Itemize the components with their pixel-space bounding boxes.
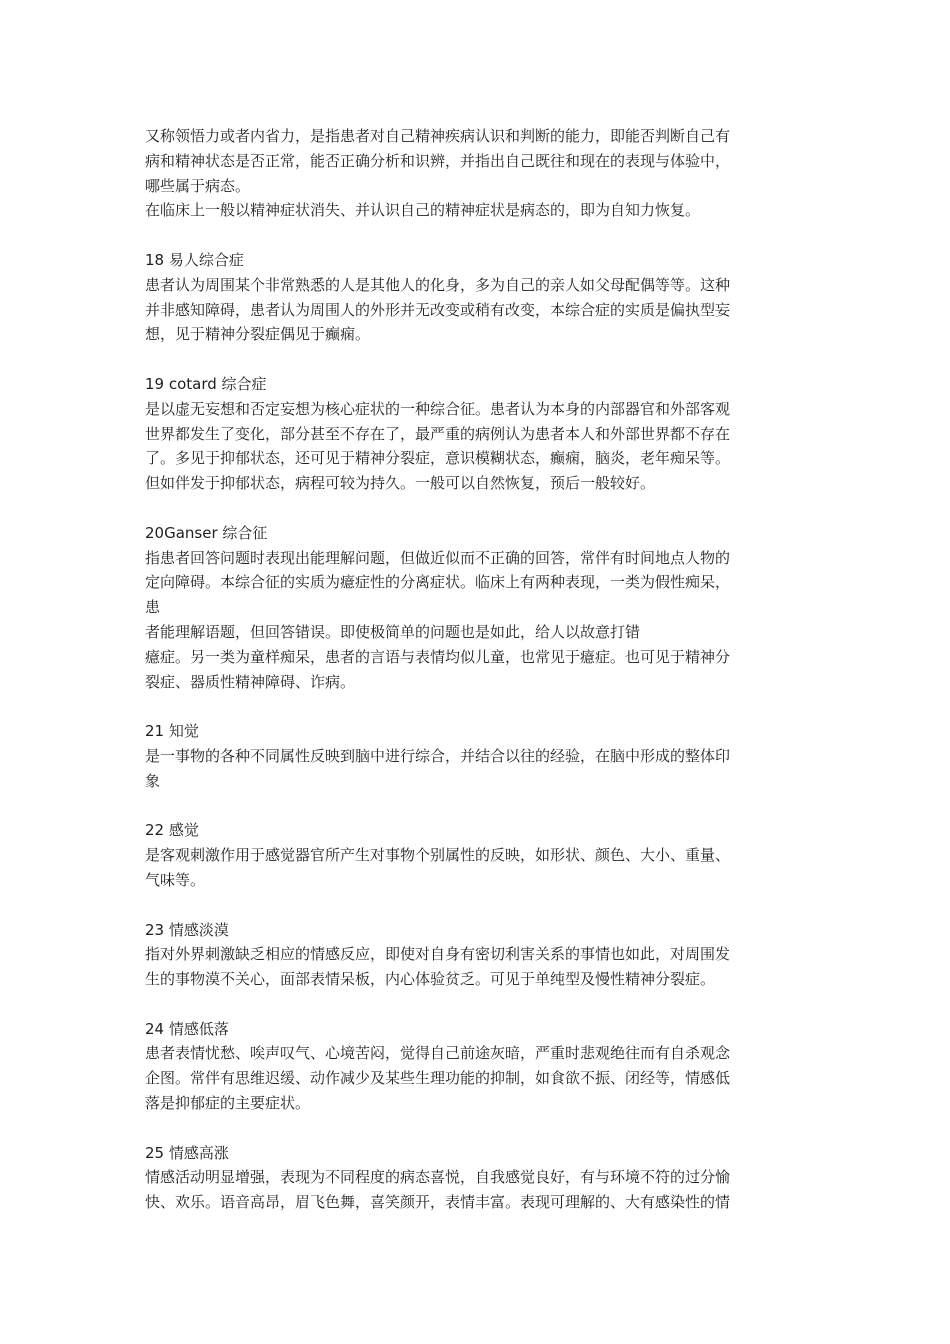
- text-line: 定向障碍。本综合征的实质为癔症性的分离症状。临床上有两种表现，一类为假性痴呆，: [145, 573, 731, 592]
- document-page: [145, 124, 810, 1240]
- text-line: 落是抑郁症的主要症状。: [145, 1094, 311, 1113]
- entry-heading: 23 情感淡漠: [145, 920, 229, 939]
- text-line: 气味等。: [145, 870, 206, 889]
- entry-18: [145, 248, 810, 347]
- text-line: 在临床上一般以精神症状消失、并认识自己的精神症状是病态的，即为自知力恢复。: [145, 201, 701, 220]
- text-line: 企图。常伴有思维迟缓、动作减少及某些生理功能的抑制，如食欲不振、闭经等，情感低: [145, 1069, 731, 1088]
- text-line: 癔症。另一类为童样痴呆，患者的言语与表情均似儿童，也常见于癔症。也可见于精神分: [145, 647, 731, 666]
- text-line: 是以虚无妄想和否定妄想为核心症状的一种综合征。患者认为本身的内部器官和外部客观: [145, 399, 731, 418]
- text-line: 生的事物漠不关心，面部表情呆板，内心体验贫乏。可见于单纯型及慢性精神分裂症。: [145, 970, 716, 989]
- text-line: 者能理解语题，但回答错误。即使极简单的问题也是如此，给人以故意打错: [145, 622, 641, 641]
- entry-heading: 18 易人综合症: [145, 250, 244, 269]
- text-line: 哪些属于病态。: [145, 176, 251, 195]
- entry-19: [145, 372, 810, 496]
- entry-20: [145, 521, 810, 695]
- text-line: 情感活动明显增强，表现为不同程度的病态喜悦，自我感觉良好，有与环境不符的过分愉: [145, 1168, 731, 1187]
- entry-heading: 24 情感低落: [145, 1019, 229, 1038]
- text-line: 是一事物的各种不同属性反映到脑中进行综合，并结合以往的经验，在脑中形成的整体印: [145, 746, 731, 765]
- text-line: 并非感知障碍，患者认为周围人的外形并无改变或稍有改变，本综合症的实质是偏执型妄: [145, 300, 731, 319]
- entry-heading: 22 感觉: [145, 821, 199, 840]
- text-line: 是客观刺激作用于感觉器官所产生对事物个别属性的反映，如形状、颜色、大小、重量、: [145, 846, 731, 865]
- text-line: 患: [145, 598, 161, 617]
- text-line: 患者认为周围某个非常熟悉的人是其他人的化身，多为自己的亲人如父母配偶等等。这种: [145, 275, 731, 294]
- text-line: 患者表情忧愁、唉声叹气、心境苦闷，觉得自己前途灰暗，严重时悲观绝往而有自杀观念: [145, 1044, 731, 1063]
- entry-heading: 21 知觉: [145, 722, 199, 741]
- intro-paragraph: [145, 124, 810, 223]
- text-line: 又称领悟力或者内省力，是指患者对自己精神疾病认识和判断的能力，即能否判断自己有: [145, 127, 731, 145]
- text-line: 快、欢乐。语音高昂，眉飞色舞，喜笑颜开，表情丰富。表现可理解的、大有感染性的情: [145, 1193, 731, 1212]
- entry-21: [145, 719, 810, 793]
- text-line: 但如伴发于抑郁状态，病程可较为持久。一般可以自然恢复，预后一般较好。: [145, 474, 656, 493]
- text-line: 了。多见于抑郁状态，还可见于精神分裂症，意识模糊状态，癫痫，脑炎，老年痴呆等。: [145, 449, 731, 468]
- entry-24: [145, 1017, 810, 1116]
- text-line: 象: [145, 771, 161, 790]
- text-line: 指患者回答问题时表现出能理解问题，但做近似而不正确的回答，常伴有时间地点人物的: [145, 548, 731, 567]
- entry-23: [145, 918, 810, 992]
- text-line: 世界都发生了变化，部分甚至不存在了，最严重的病例认为患者本人和外部世界都不存在: [145, 424, 731, 443]
- entry-heading: 25 情感高涨: [145, 1143, 229, 1162]
- text-line: 病和精神状态是否正常，能否正确分析和识辨，并指出自己既往和现在的表现与体验中，: [145, 151, 731, 170]
- text-line: 裂症、器质性精神障碍、诈病。: [145, 672, 356, 691]
- text-line: 想，见于精神分裂症偶见于癫痫。: [145, 325, 371, 344]
- entry-25: [145, 1141, 810, 1215]
- entry-heading: 20Ganser 综合征: [145, 523, 268, 542]
- entry-22: [145, 818, 810, 892]
- text-line: 指对外界刺激缺乏相应的情感反应，即使对自身有密切利害关系的事情也如此，对周围发: [145, 945, 731, 964]
- entry-heading: 19 cotard 综合症: [145, 374, 267, 393]
